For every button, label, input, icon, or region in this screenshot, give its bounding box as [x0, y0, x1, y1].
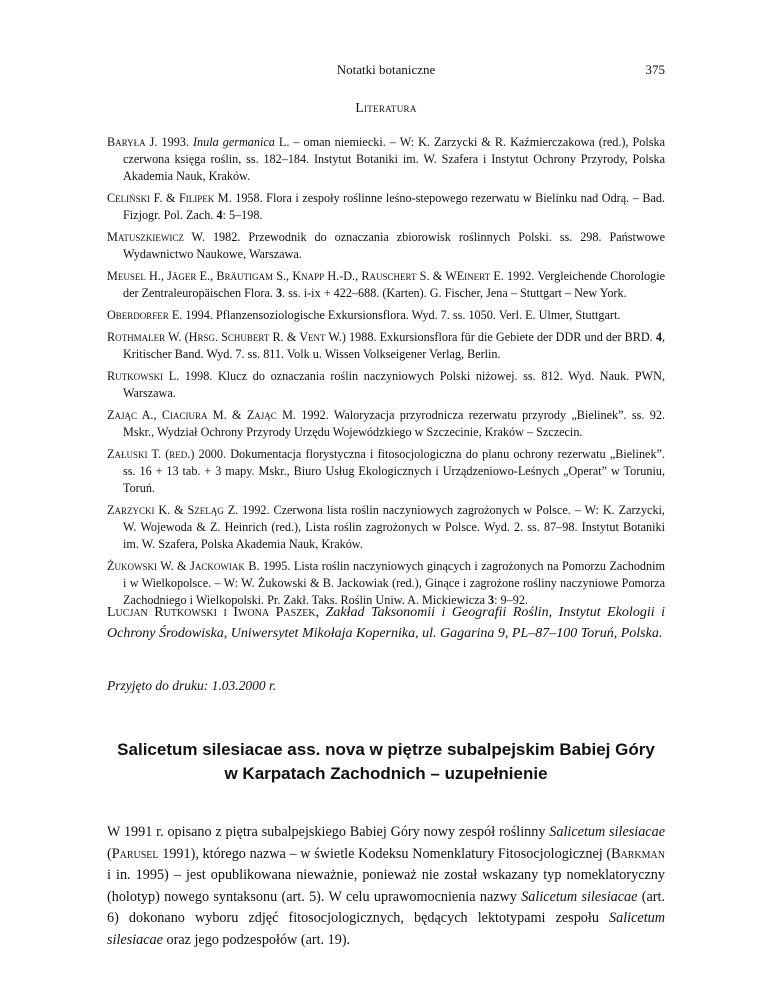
reference-authors: Zając A., Ciaciura M. & Zając M.: [107, 408, 296, 422]
reference-text: 1992. Waloryzacja przyrodnicza rezerwatu przyrody „Bielinek”. ss. 92. Mskr., Wydział Ochrony Przyrody Urzędu Wojewódzkiego w Szczecinie, Kraków – Szczecin.: [123, 408, 665, 439]
reference-authors: Meusel H., Jäger E., Bräutigam S., Knapp H.-D., Rauschert S. & WEinert E.: [107, 269, 504, 283]
body-text: i in. 1995) – jest opublikowana nieważnie, ponieważ nie został wskazany typ nomeklatoryczny (holotyp) nowego syntaksonu (art. 5). W celu uprawomocnienia nazwy: [107, 867, 665, 905]
reference-text: 1995. Lista roślin naczyniowych ginących i zagrożonych na Pomorzu Zachodnim i w Wielkopolsce. – W: W. Żukowski & B. Jackowiak (red.), Ginące i zagrożone rośliny naczyniowe Pomorza Zachodniego i Wielkopolski. Pr. Zakł. Taks. Roślin Uniw. A. Mickiewicza: [123, 559, 665, 607]
reference-text: : 9–92.: [494, 593, 528, 607]
reference-item: [107, 446, 665, 497]
reference-text: 1998. Klucz do oznaczania roślin naczyniowych Polski niżowej. ss. 812. Wyd. Nauk. PWN, Warszawa.: [123, 369, 665, 400]
reference-authors: Celiński F. & Filipek M.: [107, 191, 232, 205]
reference-authors: Rothmaler W. (Hrsg. Schubert R. & Vent W.): [107, 330, 346, 344]
reference-text: 1993.: [157, 135, 193, 149]
reference-item: [107, 229, 665, 263]
reference-italic-title: Inula germanica: [192, 135, 275, 149]
body-text: (art. 6) dokonano wyboru zdjęć fitosocjologicznych, będących lektotypami zespołu: [107, 888, 665, 926]
body-text: oraz jego podzespołów (art. 19).: [162, 931, 351, 948]
syntaxon-name: Salicetum silesiacae: [549, 824, 665, 840]
page-number: 375: [645, 62, 665, 77]
reference-item: [107, 307, 665, 324]
cited-author: Barkman: [611, 845, 665, 862]
reference-item: [107, 368, 665, 402]
article-title-line-2: w Karpatach Zachodnich – uzupełnienie: [224, 764, 548, 783]
syntaxon-name: Salicetum silesiacae: [107, 910, 665, 948]
reference-text: L. – oman niemiecki. – W: K. Zarzycki & R. Kaźmierczakowa (red.), Polska czerwona księga roślin, ss. 182–184. Instytut Botaniki im. W. Szafera i Instytut Ochrony Przyrody, Polska Akademia Nauk, Kraków.: [123, 135, 666, 183]
reference-text: 1988. Exkursionsflora für die Gebiete der DDR und der BRD.: [345, 330, 656, 344]
reference-volume: 3: [275, 286, 283, 300]
reference-authors: Załuski T. (red.): [107, 447, 195, 461]
body-text: (: [107, 845, 112, 862]
reference-text: : 5–198.: [222, 208, 263, 222]
reference-text: , Kritischer Band. Wyd. 7. ss. 811. Volk u. Wissen Volkseigener Verlag, Berlin.: [123, 330, 665, 361]
cited-author: Parusel: [111, 845, 159, 862]
reference-authors: Matuszkiewicz W.: [107, 230, 205, 244]
reference-text: 1958. Flora i zespoły roślinne leśno-stepowego rezerwatu w Bielinku nad Odrą. – Bad. Fizjogr. Pol. Zach.: [123, 191, 666, 222]
author-affiliation: [107, 602, 665, 644]
syntaxon-name: Salicetum silesiacae: [521, 888, 638, 905]
reference-text: . ss. i-ix + 422–688. (Karten). G. Fischer, Jena – Stuttgart – New York.: [282, 286, 627, 300]
article-title-line-1: Salicetum silesiacae ass. nova w piętrze subalpejskim Babiej Góry: [117, 740, 655, 759]
reference-volume: 4: [655, 330, 662, 344]
reference-item: [107, 268, 665, 302]
reference-item: [107, 407, 665, 441]
affiliation-authors: Lucjan Rutkowski i Iwona Paszek: [107, 605, 316, 620]
article-title: [107, 738, 665, 786]
reference-list: [107, 134, 665, 614]
reference-item: [107, 190, 665, 224]
reference-item: [107, 329, 665, 363]
reference-item: [107, 134, 665, 185]
body-text: W 1991 r. opisano z piętra subalpejskiego Babiej Góry nowy zespół roślinny: [107, 824, 550, 840]
affiliation-address: , Zakład Taksonomii i Geografii Roślin, Instytut Ekologii i Ochrony Środowiska, Uniwersytet Mikołaja Kopernika, ul. Gagarina 9, PL–87–100 Toruń, Polska.: [107, 605, 666, 641]
reference-text: 1992. Czerwona lista roślin naczyniowych zagrożonych w Polsce. – W: K. Zarzycki, W. Wojewoda & Z. Heinrich (red.), Lista roślin zagrożonych w Polsce. Wyd. 2. ss. 87–98. Instytut Botaniki im. W. Szafera, Polska Akademia Nauk, Kraków.: [123, 503, 665, 551]
reference-volume: 4: [216, 208, 223, 222]
reference-authors: Oberdorfer E.: [107, 308, 183, 322]
section-heading-literature: Literatura: [355, 100, 417, 115]
body-paragraph: [107, 822, 665, 951]
received-date: Przyjęto do druku: 1.03.2000 r.: [107, 678, 277, 693]
reference-volume: 3: [488, 593, 495, 607]
reference-text: 2000. Dokumentacja florystyczna i fitosocjologiczna do planu ochrony rezerwatu „Bielinek”. ss. 16 + 13 tab. + 3 mapy. Mskr., Biuro Usług Ekologicznych i Urządzeniowo-Leśnych „Operat” w Toruniu, Toruń.: [123, 447, 665, 495]
reference-authors: Rutkowski L.: [107, 369, 180, 383]
reference-text: 1992. Vergleichende Chorologie der Zentraleuropäischen Flora.: [123, 269, 665, 300]
reference-authors: Żukowski W. & Jackowiak B.: [107, 559, 260, 573]
reference-text: 1982. Przewodnik do oznaczania zbiorowisk roślinnych Polski. ss. 298. Państwowe Wydawnictwo Naukowe, Warszawa.: [123, 230, 665, 261]
running-title: Notatki botaniczne: [336, 62, 436, 77]
reference-authors: Zarzycki K. & Szeląg Z.: [107, 503, 239, 517]
reference-text: 1994. Pflanzensoziologische Exkursionsflora. Wyd. 7. ss. 1050. Verl. E. Ulmer, Stuttgart.: [182, 308, 621, 322]
reference-authors: Baryła J.: [107, 135, 158, 149]
body-text: 1991), którego nazwa – w świetle Kodeksu Nomenklatury Fitosocjologicznej (: [158, 845, 612, 862]
reference-item: [107, 502, 665, 553]
